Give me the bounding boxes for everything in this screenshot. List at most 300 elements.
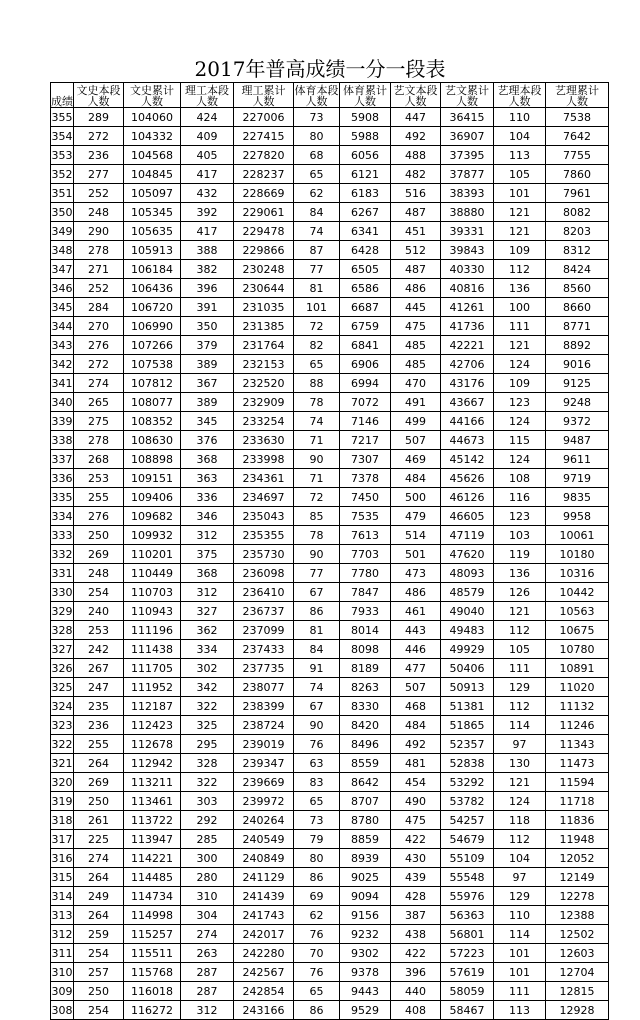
table-cell: 242 bbox=[74, 640, 124, 659]
column-header-line: 人数 bbox=[456, 95, 478, 108]
table-cell: 11594 bbox=[546, 773, 609, 792]
table-cell: 90 bbox=[294, 716, 340, 735]
table-cell: 8939 bbox=[340, 849, 391, 868]
table-cell: 12704 bbox=[546, 963, 609, 982]
table-cell: 104 bbox=[494, 127, 546, 146]
table-row bbox=[51, 298, 609, 317]
table-cell: 235730 bbox=[234, 545, 294, 564]
table-cell: 129 bbox=[494, 887, 546, 906]
table-cell: 347 bbox=[51, 260, 74, 279]
table-cell: 338 bbox=[51, 431, 74, 450]
table-cell: 76 bbox=[294, 735, 340, 754]
table-cell: 333 bbox=[51, 526, 74, 545]
table-cell: 118 bbox=[494, 811, 546, 830]
table-cell: 65 bbox=[294, 982, 340, 1001]
table-cell: 300 bbox=[181, 849, 234, 868]
column-header-line: 人数 bbox=[404, 95, 427, 108]
column-header-line: 人数 bbox=[508, 95, 531, 108]
table-row bbox=[51, 165, 609, 184]
table-cell: 336 bbox=[51, 469, 74, 488]
table-cell: 46126 bbox=[441, 488, 494, 507]
table-cell: 238399 bbox=[234, 697, 294, 716]
table-cell: 10180 bbox=[546, 545, 609, 564]
table-cell: 227006 bbox=[234, 108, 294, 127]
table-cell: 85 bbox=[294, 507, 340, 526]
table-cell: 68 bbox=[294, 146, 340, 165]
table-cell: 8082 bbox=[546, 203, 609, 222]
table-cell: 123 bbox=[494, 393, 546, 412]
table-row bbox=[51, 811, 609, 830]
table-cell: 54257 bbox=[441, 811, 494, 830]
table-cell: 233630 bbox=[234, 431, 294, 450]
table-cell: 53782 bbox=[441, 792, 494, 811]
table-cell: 7613 bbox=[340, 526, 391, 545]
table-cell: 115511 bbox=[124, 944, 181, 963]
table-cell: 8189 bbox=[340, 659, 391, 678]
table-cell: 81 bbox=[294, 621, 340, 640]
table-cell: 272 bbox=[74, 355, 124, 374]
table-cell: 55548 bbox=[441, 868, 494, 887]
table-cell: 52838 bbox=[441, 754, 494, 773]
table-cell: 51865 bbox=[441, 716, 494, 735]
table-cell: 6505 bbox=[340, 260, 391, 279]
table-cell: 104 bbox=[494, 849, 546, 868]
table-cell: 74 bbox=[294, 412, 340, 431]
table-row bbox=[51, 412, 609, 431]
table-cell: 376 bbox=[181, 431, 234, 450]
table-cell: 9529 bbox=[340, 1001, 391, 1020]
table-cell: 9378 bbox=[340, 963, 391, 982]
table-cell: 405 bbox=[181, 146, 234, 165]
table-cell: 113461 bbox=[124, 792, 181, 811]
table-cell: 329 bbox=[51, 602, 74, 621]
table-cell: 382 bbox=[181, 260, 234, 279]
table-cell: 479 bbox=[391, 507, 441, 526]
table-cell: 428 bbox=[391, 887, 441, 906]
table-cell: 432 bbox=[181, 184, 234, 203]
table-cell: 439 bbox=[391, 868, 441, 887]
table-cell: 6267 bbox=[340, 203, 391, 222]
table-cell: 250 bbox=[74, 526, 124, 545]
table-cell: 112 bbox=[494, 621, 546, 640]
table-cell: 114998 bbox=[124, 906, 181, 925]
table-cell: 368 bbox=[181, 450, 234, 469]
table-cell: 11836 bbox=[546, 811, 609, 830]
table-cell: 9125 bbox=[546, 374, 609, 393]
table-cell: 8771 bbox=[546, 317, 609, 336]
column-header-line: 理工累计 bbox=[241, 84, 286, 97]
table-cell: 271 bbox=[74, 260, 124, 279]
table-cell: 350 bbox=[181, 317, 234, 336]
table-cell: 461 bbox=[391, 602, 441, 621]
table-cell: 492 bbox=[391, 735, 441, 754]
table-cell: 473 bbox=[391, 564, 441, 583]
table-cell: 81 bbox=[294, 279, 340, 298]
table-cell: 6056 bbox=[340, 146, 391, 165]
table-cell: 9248 bbox=[546, 393, 609, 412]
table-cell: 87 bbox=[294, 241, 340, 260]
table-cell: 322 bbox=[181, 697, 234, 716]
table-cell: 321 bbox=[51, 754, 74, 773]
column-header-line: 成绩 bbox=[51, 95, 73, 108]
table-cell: 72 bbox=[294, 317, 340, 336]
table-cell: 67 bbox=[294, 697, 340, 716]
table-row bbox=[51, 241, 609, 260]
table-cell: 113 bbox=[494, 146, 546, 165]
table-cell: 339 bbox=[51, 412, 74, 431]
table-row bbox=[51, 925, 609, 944]
table-cell: 76 bbox=[294, 925, 340, 944]
table-cell: 228669 bbox=[234, 184, 294, 203]
table-cell: 454 bbox=[391, 773, 441, 792]
table-cell: 6341 bbox=[340, 222, 391, 241]
table-cell: 237099 bbox=[234, 621, 294, 640]
table-cell: 5908 bbox=[340, 108, 391, 127]
table-cell: 45626 bbox=[441, 469, 494, 488]
table-cell: 233254 bbox=[234, 412, 294, 431]
column-header-line: 理工本段 bbox=[185, 84, 229, 97]
table-cell: 314 bbox=[51, 887, 74, 906]
table-cell: 342 bbox=[181, 678, 234, 697]
table-cell: 253 bbox=[74, 469, 124, 488]
table-cell: 55976 bbox=[441, 887, 494, 906]
table-cell: 9443 bbox=[340, 982, 391, 1001]
column-header bbox=[546, 83, 609, 108]
table-cell: 487 bbox=[391, 203, 441, 222]
table-cell: 8312 bbox=[546, 241, 609, 260]
table-cell: 36907 bbox=[441, 127, 494, 146]
table-cell: 109 bbox=[494, 241, 546, 260]
table-cell: 121 bbox=[494, 203, 546, 222]
table-row bbox=[51, 374, 609, 393]
table-row bbox=[51, 507, 609, 526]
table-cell: 65 bbox=[294, 165, 340, 184]
column-header-line: 人数 bbox=[305, 95, 328, 108]
table-cell: 345 bbox=[51, 298, 74, 317]
table-cell: 112 bbox=[494, 697, 546, 716]
table-cell: 325 bbox=[181, 716, 234, 735]
table-cell: 317 bbox=[51, 830, 74, 849]
table-cell: 40816 bbox=[441, 279, 494, 298]
table-cell: 116272 bbox=[124, 1001, 181, 1020]
table-cell: 10563 bbox=[546, 602, 609, 621]
table-cell: 39843 bbox=[441, 241, 494, 260]
table-cell: 40330 bbox=[441, 260, 494, 279]
table-cell: 248 bbox=[74, 203, 124, 222]
table-cell: 77 bbox=[294, 260, 340, 279]
table-cell: 9156 bbox=[340, 906, 391, 925]
table-row bbox=[51, 868, 609, 887]
table-cell: 323 bbox=[51, 716, 74, 735]
table-cell: 443 bbox=[391, 621, 441, 640]
table-cell: 367 bbox=[181, 374, 234, 393]
table-cell: 316 bbox=[51, 849, 74, 868]
table-cell: 335 bbox=[51, 488, 74, 507]
table-cell: 447 bbox=[391, 108, 441, 127]
table-cell: 6906 bbox=[340, 355, 391, 374]
table-cell: 9302 bbox=[340, 944, 391, 963]
table-cell: 290 bbox=[74, 222, 124, 241]
table-cell: 47119 bbox=[441, 526, 494, 545]
table-cell: 285 bbox=[181, 830, 234, 849]
table-cell: 236 bbox=[74, 716, 124, 735]
table-cell: 311 bbox=[51, 944, 74, 963]
table-cell: 86 bbox=[294, 1001, 340, 1020]
table-cell: 230644 bbox=[234, 279, 294, 298]
table-cell: 267 bbox=[74, 659, 124, 678]
table-cell: 232520 bbox=[234, 374, 294, 393]
table-cell: 11020 bbox=[546, 678, 609, 697]
table-cell: 106990 bbox=[124, 317, 181, 336]
table-cell: 44166 bbox=[441, 412, 494, 431]
table-cell: 7755 bbox=[546, 146, 609, 165]
table-cell: 111 bbox=[494, 982, 546, 1001]
table-cell: 312 bbox=[181, 1001, 234, 1020]
table-cell: 487 bbox=[391, 260, 441, 279]
table-cell: 12149 bbox=[546, 868, 609, 887]
table-cell: 319 bbox=[51, 792, 74, 811]
table-cell: 111 bbox=[494, 317, 546, 336]
table-cell: 112 bbox=[494, 260, 546, 279]
table-cell: 264 bbox=[74, 906, 124, 925]
table-cell: 241743 bbox=[234, 906, 294, 925]
table-cell: 12278 bbox=[546, 887, 609, 906]
table-cell: 129 bbox=[494, 678, 546, 697]
table-row bbox=[51, 963, 609, 982]
table-cell: 77 bbox=[294, 564, 340, 583]
table-cell: 242017 bbox=[234, 925, 294, 944]
table-cell: 111 bbox=[494, 659, 546, 678]
table-cell: 74 bbox=[294, 222, 340, 241]
column-header-line: 人数 bbox=[354, 95, 376, 108]
table-cell: 53292 bbox=[441, 773, 494, 792]
table-cell: 516 bbox=[391, 184, 441, 203]
table-cell: 65 bbox=[294, 792, 340, 811]
table-cell: 105 bbox=[494, 165, 546, 184]
table-cell: 375 bbox=[181, 545, 234, 564]
table-cell: 326 bbox=[51, 659, 74, 678]
table-cell: 97 bbox=[494, 868, 546, 887]
column-header bbox=[494, 83, 546, 108]
table-cell: 106436 bbox=[124, 279, 181, 298]
table-cell: 7847 bbox=[340, 583, 391, 602]
table-cell: 46605 bbox=[441, 507, 494, 526]
table-cell: 232153 bbox=[234, 355, 294, 374]
table-cell: 264 bbox=[74, 868, 124, 887]
table-cell: 241129 bbox=[234, 868, 294, 887]
table-cell: 108898 bbox=[124, 450, 181, 469]
table-cell: 287 bbox=[181, 982, 234, 1001]
table-cell: 408 bbox=[391, 1001, 441, 1020]
table-cell: 38393 bbox=[441, 184, 494, 203]
table-cell: 334 bbox=[51, 507, 74, 526]
table-cell: 451 bbox=[391, 222, 441, 241]
table-cell: 486 bbox=[391, 583, 441, 602]
table-cell: 108 bbox=[494, 469, 546, 488]
table-row bbox=[51, 336, 609, 355]
table-cell: 84 bbox=[294, 640, 340, 659]
column-header-line: 艺文本段 bbox=[393, 84, 438, 97]
table-cell: 74 bbox=[294, 678, 340, 697]
table-cell: 254 bbox=[74, 1001, 124, 1020]
table-cell: 52357 bbox=[441, 735, 494, 754]
column-header-line: 体育累计 bbox=[343, 84, 387, 97]
table-cell: 278 bbox=[74, 431, 124, 450]
table-cell: 7961 bbox=[546, 184, 609, 203]
table-cell: 7378 bbox=[340, 469, 391, 488]
table-cell: 270 bbox=[74, 317, 124, 336]
table-cell: 312 bbox=[181, 526, 234, 545]
table-cell: 71 bbox=[294, 469, 340, 488]
table-cell: 111438 bbox=[124, 640, 181, 659]
table-cell: 110943 bbox=[124, 602, 181, 621]
table-cell: 112423 bbox=[124, 716, 181, 735]
table-cell: 41261 bbox=[441, 298, 494, 317]
table-cell: 73 bbox=[294, 811, 340, 830]
table-cell: 65 bbox=[294, 355, 340, 374]
table-cell: 343 bbox=[51, 336, 74, 355]
table-cell: 512 bbox=[391, 241, 441, 260]
table-cell: 6759 bbox=[340, 317, 391, 336]
table-cell: 12815 bbox=[546, 982, 609, 1001]
table-cell: 225 bbox=[74, 830, 124, 849]
table-row bbox=[51, 469, 609, 488]
table-cell: 9094 bbox=[340, 887, 391, 906]
table-cell: 12388 bbox=[546, 906, 609, 925]
table-cell: 341 bbox=[51, 374, 74, 393]
table-cell: 228237 bbox=[234, 165, 294, 184]
table-cell: 239669 bbox=[234, 773, 294, 792]
table-cell: 62 bbox=[294, 906, 340, 925]
table-cell: 113 bbox=[494, 1001, 546, 1020]
table-row bbox=[51, 545, 609, 564]
table-cell: 8780 bbox=[340, 811, 391, 830]
table-row bbox=[51, 602, 609, 621]
table-cell: 70 bbox=[294, 944, 340, 963]
table-cell: 265 bbox=[74, 393, 124, 412]
column-header bbox=[391, 83, 441, 108]
table-cell: 9025 bbox=[340, 868, 391, 887]
table-cell: 136 bbox=[494, 564, 546, 583]
table-row bbox=[51, 184, 609, 203]
table-cell: 114734 bbox=[124, 887, 181, 906]
table-row bbox=[51, 887, 609, 906]
table-cell: 310 bbox=[51, 963, 74, 982]
table-cell: 345 bbox=[181, 412, 234, 431]
table-row bbox=[51, 849, 609, 868]
table-cell: 231764 bbox=[234, 336, 294, 355]
table-cell: 8330 bbox=[340, 697, 391, 716]
column-header-line: 文史累计 bbox=[130, 84, 174, 97]
table-cell: 10442 bbox=[546, 583, 609, 602]
table-cell: 259 bbox=[74, 925, 124, 944]
table-cell: 446 bbox=[391, 640, 441, 659]
table-cell: 236 bbox=[74, 146, 124, 165]
table-cell: 8263 bbox=[340, 678, 391, 697]
table-row bbox=[51, 640, 609, 659]
table-cell: 482 bbox=[391, 165, 441, 184]
table-cell: 368 bbox=[181, 564, 234, 583]
table-cell: 409 bbox=[181, 127, 234, 146]
table-cell: 104845 bbox=[124, 165, 181, 184]
table-cell: 9611 bbox=[546, 450, 609, 469]
table-cell: 8642 bbox=[340, 773, 391, 792]
table-cell: 104568 bbox=[124, 146, 181, 165]
table-cell: 352 bbox=[51, 165, 74, 184]
table-cell: 484 bbox=[391, 469, 441, 488]
table-cell: 242854 bbox=[234, 982, 294, 1001]
table-cell: 49929 bbox=[441, 640, 494, 659]
table-cell: 109 bbox=[494, 374, 546, 393]
table-cell: 107812 bbox=[124, 374, 181, 393]
table-cell: 49040 bbox=[441, 602, 494, 621]
table-cell: 362 bbox=[181, 621, 234, 640]
table-cell: 388 bbox=[181, 241, 234, 260]
table-cell: 484 bbox=[391, 716, 441, 735]
table-cell: 86 bbox=[294, 602, 340, 621]
table-cell: 9835 bbox=[546, 488, 609, 507]
table-row bbox=[51, 982, 609, 1001]
table-cell: 310 bbox=[181, 887, 234, 906]
table-cell: 124 bbox=[494, 412, 546, 431]
table-cell: 111196 bbox=[124, 621, 181, 640]
table-cell: 240849 bbox=[234, 849, 294, 868]
table-cell: 254 bbox=[74, 583, 124, 602]
table-cell: 109406 bbox=[124, 488, 181, 507]
table-cell: 303 bbox=[181, 792, 234, 811]
table-cell: 234361 bbox=[234, 469, 294, 488]
column-header bbox=[340, 83, 391, 108]
table-row bbox=[51, 754, 609, 773]
table-cell: 101 bbox=[494, 184, 546, 203]
table-cell: 114485 bbox=[124, 868, 181, 887]
table-cell: 363 bbox=[181, 469, 234, 488]
table-cell: 113211 bbox=[124, 773, 181, 792]
column-header bbox=[124, 83, 181, 108]
table-cell: 252 bbox=[74, 184, 124, 203]
table-cell: 78 bbox=[294, 526, 340, 545]
table-cell: 485 bbox=[391, 336, 441, 355]
table-cell: 101 bbox=[494, 963, 546, 982]
table-cell: 280 bbox=[181, 868, 234, 887]
table-cell: 36415 bbox=[441, 108, 494, 127]
table-cell: 276 bbox=[74, 507, 124, 526]
table-cell: 110 bbox=[494, 906, 546, 925]
page-title: 2017年普高成绩一分一段表 bbox=[194, 57, 446, 81]
table-cell: 332 bbox=[51, 545, 74, 564]
table-cell: 107266 bbox=[124, 336, 181, 355]
table-cell: 10675 bbox=[546, 621, 609, 640]
table-cell: 115768 bbox=[124, 963, 181, 982]
table-cell: 235043 bbox=[234, 507, 294, 526]
table-cell: 235355 bbox=[234, 526, 294, 545]
table-cell: 104332 bbox=[124, 127, 181, 146]
table-cell: 37877 bbox=[441, 165, 494, 184]
table-cell: 346 bbox=[181, 507, 234, 526]
table-cell: 11343 bbox=[546, 735, 609, 754]
table-cell: 248 bbox=[74, 564, 124, 583]
table-cell: 295 bbox=[181, 735, 234, 754]
table-cell: 253 bbox=[74, 621, 124, 640]
table-cell: 126 bbox=[494, 583, 546, 602]
table-cell: 336 bbox=[181, 488, 234, 507]
table-cell: 236737 bbox=[234, 602, 294, 621]
table-cell: 440 bbox=[391, 982, 441, 1001]
table-cell: 124 bbox=[494, 355, 546, 374]
column-header-line: 艺理本段 bbox=[497, 84, 542, 97]
table-cell: 105 bbox=[494, 640, 546, 659]
table-cell: 422 bbox=[391, 944, 441, 963]
